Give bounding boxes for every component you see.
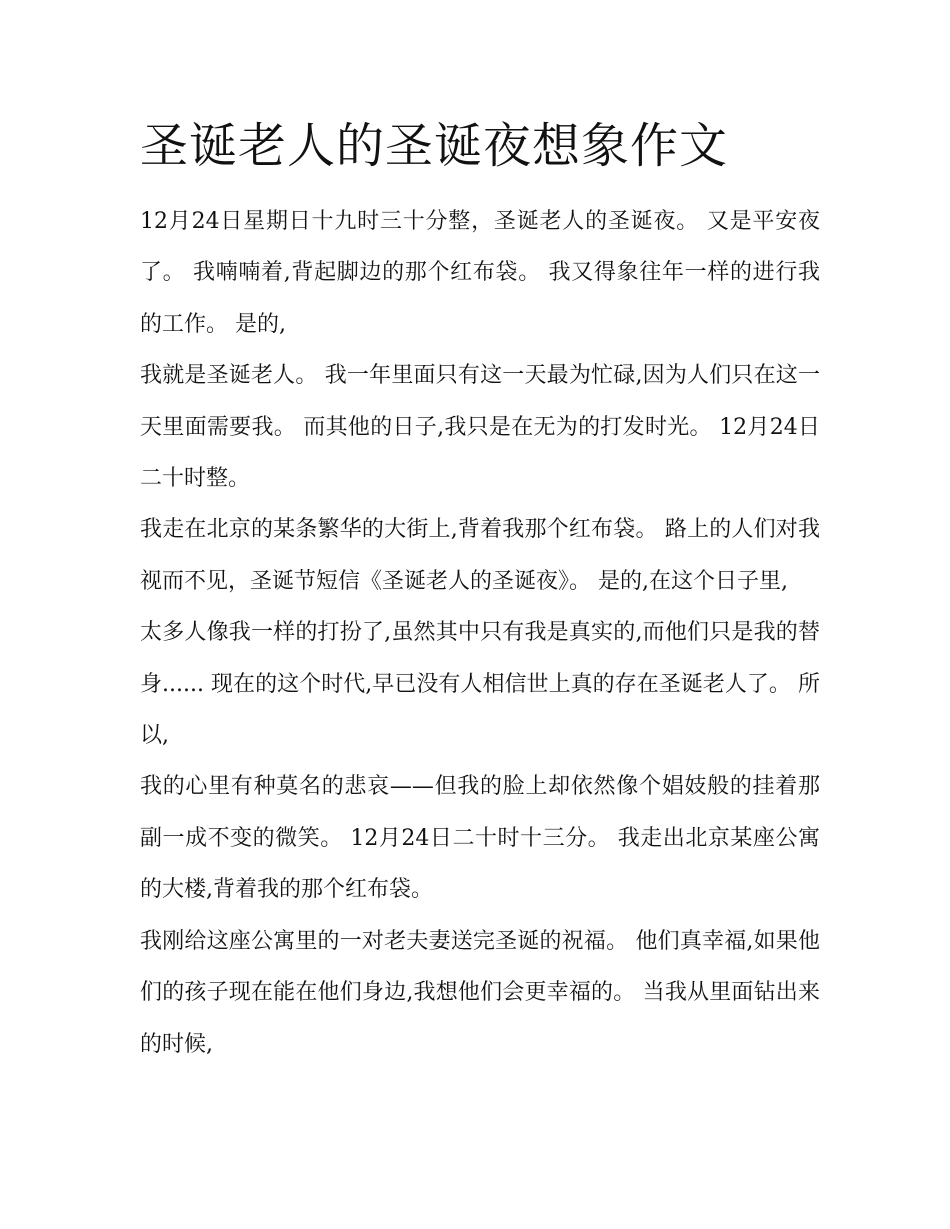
- paragraph: 我的心里有种莫名的悲哀——但我的脸上却依然像个娼妓般的挂着那副一成不变的微笑。 12月24日二十时十三分。 我走出北京某座公寓的大楼,背着我的那个红布袋。: [140, 774, 820, 903]
- paragraph: 我刚给这座公寓里的一对老夫妻送完圣诞的祝福。 他们真幸福,如果他们的孩子现在能在他们身边,我想他们会更幸福的。 当我从里面钻出来的时候,: [140, 928, 820, 1057]
- paragraph: 我就是圣诞老人。 我一年里面只有这一天最为忙碌,因为人们只在这一天里面需要我。 而其他的日子,我只是在无为的打发时光。 12月24日二十时整。: [140, 363, 820, 492]
- paragraph: 12月24日星期日十九时三十分整，圣诞老人的圣诞夜。 又是平安夜了。 我喃喃着,背起脚边的那个红布袋。 我又得象往年一样的进行我的工作。 是的,: [140, 209, 820, 337]
- paragraph: 太多人像我一样的打扮了,虽然其中只有我是真实的,而他们只是我的替身...... 现在的这个时代,早已没有人相信世上真的存在圣诞老人了。 所以,: [140, 620, 820, 749]
- paragraph: 我走在北京的某条繁华的大街上,背着我那个红布袋。 路上的人们对我视而不见，圣诞节短信《圣诞老人的圣诞夜》。 是的,在这个日子里,: [140, 517, 820, 594]
- document-body: [140, 196, 820, 1070]
- document-title: 圣诞老人的圣诞夜想象作文: [140, 118, 729, 174]
